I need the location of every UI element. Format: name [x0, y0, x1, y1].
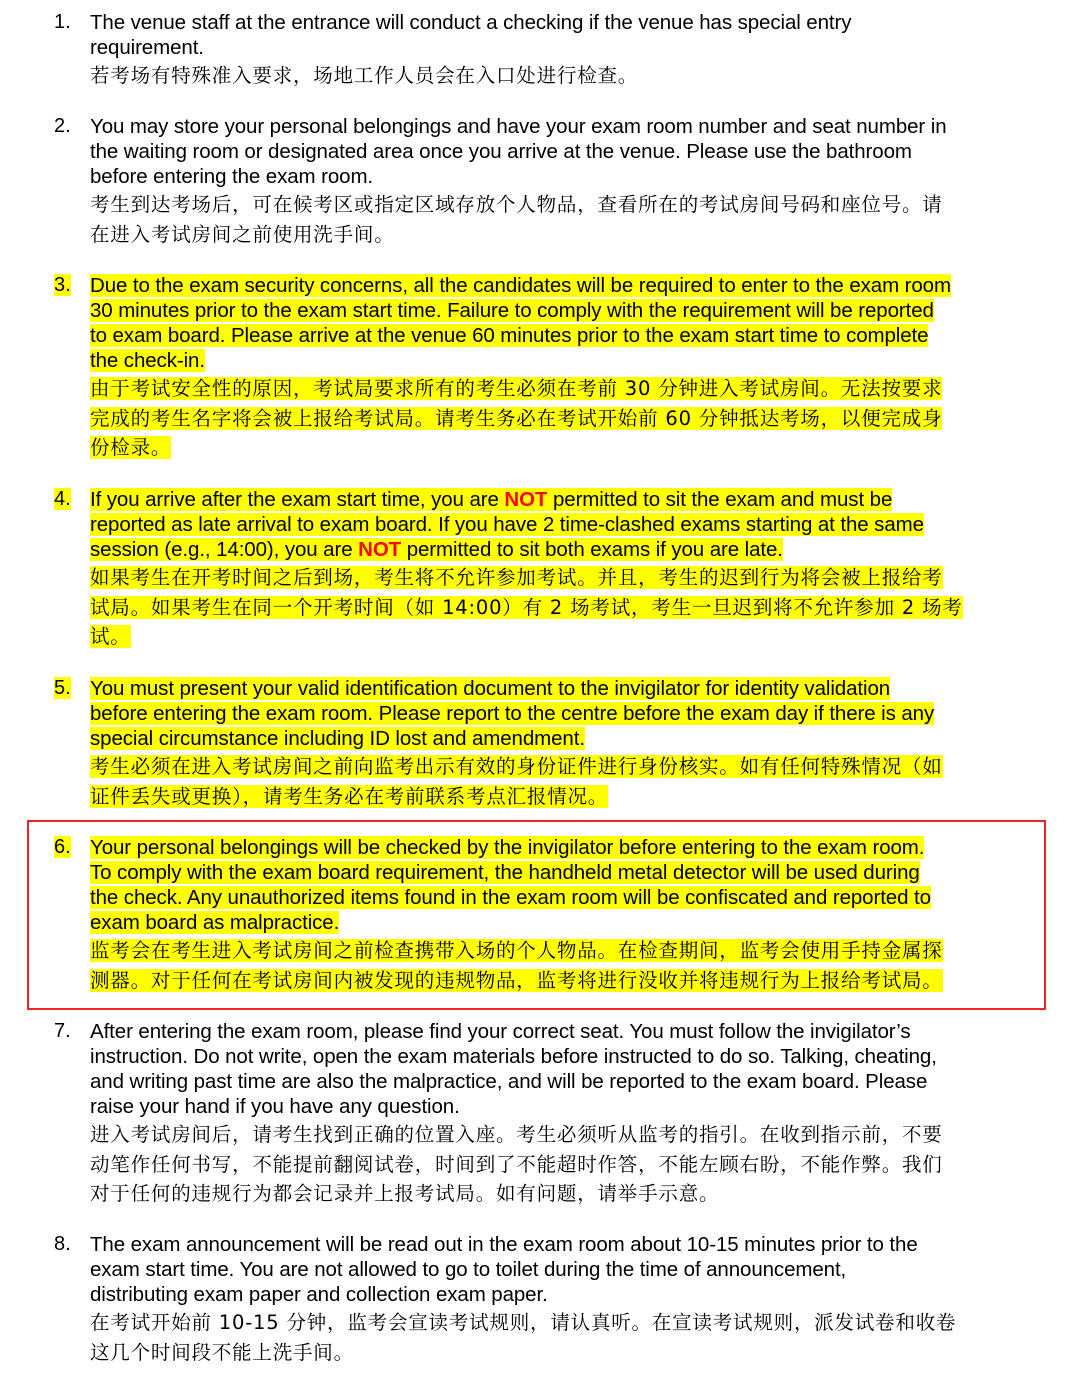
rule-zh-line: 由于考试安全性的原因，考试局要求所有的考生必须在考前 30 分钟进入考试房间。无法按要求: [90, 377, 943, 400]
rule-number: 1.: [54, 11, 71, 33]
rule-en-line: the check-in.: [90, 349, 205, 372]
rule-zh-line: 测器。对于任何在考试房间内被发现的违规物品，监考将进行没收并将违规行为上报给考试局。: [90, 968, 943, 992]
rule-en-line: The venue staff at the entrance will conduct a checking if the venue has special entry: [90, 11, 852, 34]
rule-en-line: exam board as malpractice.: [90, 911, 340, 934]
rule-en-line: exam start time. You are not allowed to go to toilet during the time of announcement,: [90, 1258, 847, 1281]
rule-zh-line: 考生到达考场后，可在候考区或指定区域存放个人物品，查看所在的考试房间号码和座位号。请: [90, 193, 943, 216]
rule-number: 4.: [54, 488, 71, 510]
rule-en-line: Due to the exam security concerns, all the candidates will be required to enter to the exam room: [90, 274, 951, 297]
rule-text: [90, 676, 1050, 811]
rule-text: [90, 273, 1050, 463]
rule-text: [90, 10, 1050, 91]
rule-number: 6.: [54, 836, 71, 858]
rule-en-line: The exam announcement will be read out in the exam room about 10-15 minutes prior to the: [90, 1233, 918, 1256]
rule-text: [90, 835, 1050, 995]
rule-en-line: You may store your personal belongings and have your exam room number and seat number in: [90, 115, 947, 138]
rule-en-line: before entering the exam room.: [90, 165, 374, 188]
rule-en-line: the check. Any unauthorized items found in the exam room will be confiscated and reported to: [90, 886, 931, 909]
rule-en-line: special circumstance including ID lost and amendment.: [90, 727, 585, 750]
rule-en-line: Your personal belongings will be checked by the invigilator before entering to the exam room.: [90, 836, 925, 859]
rule-zh-line: 这几个时间段不能上洗手间。: [90, 1340, 354, 1364]
rule-en-line: raise your hand if you have any question.: [90, 1095, 460, 1118]
rule-en-line: instruction. Do not write, open the exam materials before instructed to do so. Talking, cheating,: [90, 1045, 937, 1068]
rule-en-line: session (e.g., 14:00), you are NOT permitted to sit both exams if you are late.: [90, 538, 783, 561]
rule-en-line: reported as late arrival to exam board. If you have 2 time-clashed exams starting at the same: [90, 513, 924, 536]
rule-zh-line: 证件丢失或更换），请考生务必在考前联系考点汇报情况。: [90, 784, 609, 808]
not-emphasis: NOT: [358, 538, 402, 561]
rule-en-line: to exam board. Please arrive at the venue 60 minutes prior to the exam start time to complete: [90, 324, 929, 347]
rule-zh-line: 对于任何的违规行为都会记录并上报考试局。如有问题，请举手示意。: [90, 1182, 720, 1205]
rule-en-line: If you arrive after the exam start time, you are NOT permitted to sit the exam and must be: [90, 488, 893, 511]
rule-zh-line: 考生必须在进入考试房间之前向监考出示有效的身份证件进行身份核实。如有任何特殊情况（如: [90, 755, 943, 778]
rule-number: 3.: [54, 274, 71, 296]
rule-en-line: before entering the exam room. Please report to the centre before the exam day if there is any: [90, 702, 935, 725]
rule-en-line: You must present your valid identification document to the invigilator for identity validation: [90, 677, 891, 700]
rule-text: [90, 1232, 1050, 1367]
rule-zh-line: 试局。如果考生在同一个开考时间（如 14:00）有 2 场考试，考生一旦迟到将不允许参加 2 场考: [90, 595, 963, 619]
rule-number: 2.: [54, 115, 71, 137]
rule-en-line: the waiting room or designated area once you arrive at the venue. Please use the bathroom: [90, 140, 912, 163]
rule-number: 5.: [54, 677, 71, 699]
not-emphasis: NOT: [504, 488, 548, 511]
rule-zh-line: 监考会在考生进入考试房间之前检查携带入场的个人物品。在检查期间，监考会使用手持金属探: [90, 939, 943, 962]
rule-number: 7.: [54, 1020, 71, 1042]
rule-en-line: 30 minutes prior to the exam start time. Failure to comply with the requirement will be reported: [90, 299, 934, 322]
rule-en-line: After entering the exam room, please find your correct seat. You must follow the invigilator’s: [90, 1020, 911, 1043]
rule-text: [90, 1019, 1050, 1209]
rule-text: [90, 114, 1050, 249]
rule-zh-line: 份检录。: [90, 436, 172, 459]
rule-number: 8.: [54, 1233, 71, 1255]
rule-en-line: and writing past time are also the malpractice, and will be reported to the exam board. Please: [90, 1070, 928, 1093]
rule-zh-line: 动笔作任何书写，不能提前翻阅试卷，时间到了不能超时作答，不能左顾右盼，不能作弊。我们: [90, 1152, 943, 1176]
rule-zh-line: 如果考生在开考时间之后到场，考生将不允许参加考试。并且，考生的迟到行为将会被上报给考: [90, 566, 943, 589]
rule-en-line: To comply with the exam board requirement, the handheld metal detector will be used during: [90, 861, 920, 884]
rule-zh-line: 在进入考试房间之前使用洗手间。: [90, 222, 395, 246]
rule-zh-line: 完成的考生名字将会被上报给考试局。请考生务必在考试开始前 60 分钟抵达考场，以便完成身: [90, 406, 943, 430]
rule-en-line: requirement.: [90, 36, 204, 59]
rule-zh-line: 在考试开始前 10-15 分钟，监考会宣读考试规则，请认真听。在宣读考试规则，派发试卷和收卷: [90, 1311, 957, 1334]
rule-text: [90, 487, 1050, 652]
rule-zh-line: 若考场有特殊准入要求，场地工作人员会在入口处进行检查。: [90, 64, 639, 87]
rule-en-line: distributing exam paper and collection exam paper.: [90, 1283, 548, 1306]
rule-zh-line: 试。: [90, 625, 131, 648]
rule-zh-line: 进入考试房间后，请考生找到正确的位置入座。考生必须听从监考的指引。在收到指示前，不要: [90, 1123, 943, 1146]
